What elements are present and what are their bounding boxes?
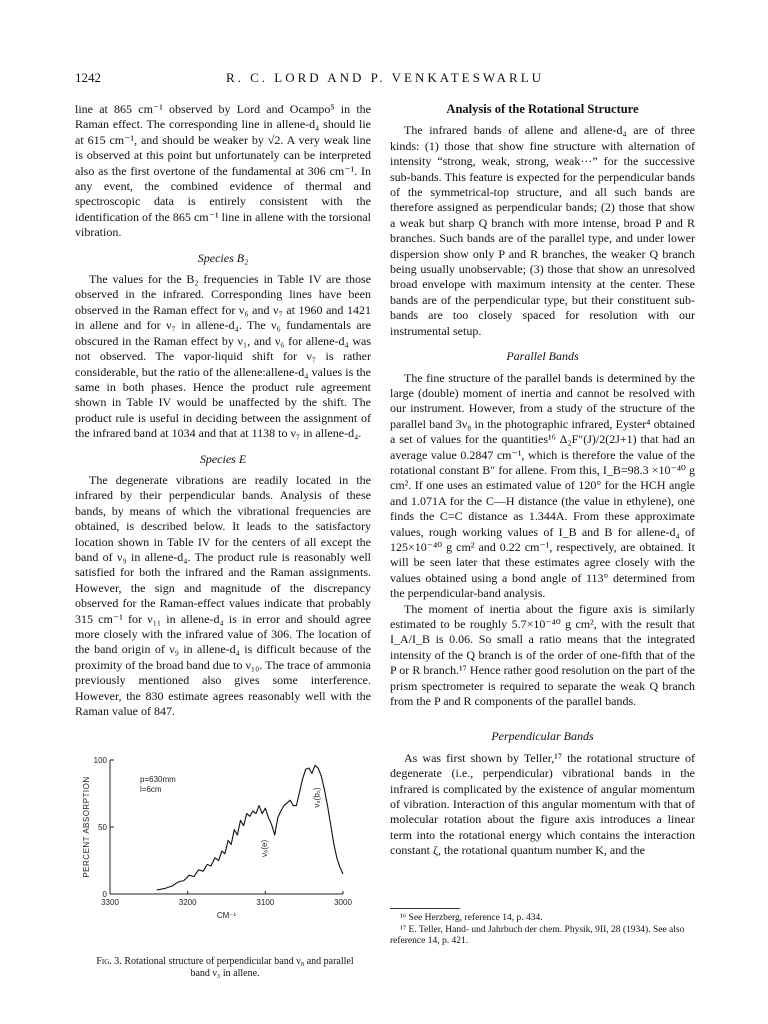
y-tick-label: 100 [93,756,107,765]
condition-label: l=6cm [140,785,162,794]
figure-caption [95,956,355,980]
paragraph: The moment of inertia about the figure axis is similarly estimated to be roughly 5.7×10⁻⁴⁰ g cm², with the result that I_A/I_B is 0.06. So small a ratio means that the integrated intensity of the Q branch is of the order of one-fifth that of the P or R branch.¹⁷ Hence rather good resolution on the part of the prism spectrometer is required to separate the weak Q branch from the P and R components of the parallel bands. [390,601,695,709]
x-tick-label: 3100 [256,898,275,907]
paragraph: As was first shown by Teller,¹⁷ the rotational structure of degenerate (i.e., perpendicular) vibrational bands in the infrared is complicated by the existence of angular momentum of vibration. Interaction of this angular momentum with that of molecular rotation about the figure axis introduces a linear term into the rotational energy which contains the interaction constant ζ, the rotational quantum number K, and the [390,750,695,858]
section-heading-parallel-bands: Parallel Bands [506,349,579,364]
figure-3 [75,752,371,952]
y-tick-label: 50 [98,823,107,832]
page-number: 1242 [75,70,101,85]
condition-label: p=630mm [140,775,176,784]
x-axis-label: CM⁻¹ [216,911,237,920]
band-label-nu3: ν₃(b₂) [312,787,322,808]
section-heading-perpendicular-bands: Perpendicular Bands [491,729,594,744]
right-column [390,102,695,859]
x-tick-label: 3200 [178,898,197,907]
paragraph: The fine structure of the parallel bands is determined by the large (double) moment of inertia and cannot be resolved with our instrument. However, from a study of the structure of the parallel band 3ν₈ in the photographic infrared, Eyster⁴ obtained a set of values for the quantities¹⁶ Δ₂F″(J)/2(2J+1) that had an average value 0.2847 cm⁻¹, which is therefore the value of the rotational constant B″ for allene. From this, I_B=98.3 ×10⁻⁴⁰ g cm². If one uses an estimated value of 120° for the HCH angle and 1.071A for the C—H distance (the value in ethylene), one finds the C=C distance as 1.344A. From these approximate values, rough working values of I_B and B for allene-d₄ of 125×10⁻⁴⁰ g cm² and 0.22 cm⁻¹, respectively, are obtained. It will be seen later that these estimates agree closely with the values obtained using a bond angle of 113° determined from the perpendicular-band analysis. [390,370,695,601]
footnote-rule [390,908,460,909]
paragraph: The infrared bands of allene and allene-d₄ are of three kinds: (1) those that show fine structure with alternation of intensity “strong, weak, strong, weak···” for the successive sub-bands. This feature is expected for the perpendicular bands of the symmetrical-top structure, and all such bands are therefore assigned as perpendicular bands; (2) those that show a weak but sharp Q branch with more intense, broad P and R branches. Such bands are of the parallel type, and under lower dispersion show only P and R branches, the weaker Q branch being usually unobservable; (3) those that show an unresolved broad envelope with maximum intensity at the center. These bands are of the perpendicular type, but their constituent sub-bands are too closely spaced for resolution with our instrumental setup. [390,123,695,338]
figure-label: Fig. 3. [96,956,122,967]
x-tick-label: 3000 [334,898,352,907]
y-tick-label: 0 [102,890,107,899]
spectrum-chart [75,752,371,952]
spectrum-trace [157,765,343,890]
figure-caption-text: Rotational structure of perpendicular band ν₈ and parallel band ν₃ in allene. [124,956,354,979]
section-heading-species-b2: Species B₂ [197,250,249,265]
footnotes [390,913,695,948]
band-label-nu8: ν₈(e) [259,839,269,857]
footnote-17: ¹⁷ E. Teller, Hand- und Jahrbuch der chem. Physik, 9II, 28 (1934). See also reference 14, p. 421. [390,924,685,946]
y-axis-label: PERCENT ABSORPTION [82,776,91,878]
paragraph: line at 865 cm⁻¹ observed by Lord and Ocampo⁵ in the Raman effect. The corresponding line in allene-d₄ should lie at 615 cm⁻¹, and should be weaker by √2. A very weak line is observed at this point but unfortunately can be interpreted also as the first overtone of the fundamental at 306 cm⁻¹. In any event, the combined evidence of thermal and spectroscopic data is entirely consistent with the identification of the 865 cm⁻¹ line in allene with the torsional vibration. [75,102,371,240]
section-heading-species-e: Species E [199,451,247,466]
section-heading-rotational-structure: Analysis of the Rotational Structure [446,102,639,116]
page-header [75,70,695,88]
paragraph: The degenerate vibrations are readily located in the infrared by their perpendicular bands. Analysis of these bands, by means of which the vibrational frequencies are obtained, is described below. It leads to the satisfactory location shown in Table IV for the centers of all except the band of ν₉ in allene-d₄. The product rule is reasonably well satisfied for both the infrared and the Raman assignments. However, the sign and magnitude of the discrepancy observed for the Raman-effect values indicate that probably 315 cm⁻¹ for ν₁₁ in allene-d₄ is in error and should agree more closely with the infrared value of 306. The location of the band origin of ν₉ in allene-d₄ is difficult because of the proximity of the broad band due to ν₁₀. The trace of ammonia previously mentioned also gives some interference. However, the 830 estimate agrees reasonably well with the Raman value of 847. [75,472,371,719]
running-head: R. C. LORD AND P. VENKATESWARLU [225,70,545,85]
left-column [75,102,371,719]
footnote-16: ¹⁶ See Herzberg, reference 14, p. 434. [400,913,543,923]
x-tick-label: 3300 [101,898,119,907]
paragraph: The values for the B₂ frequencies in Table IV are those observed in the infrared. Corresponding lines have been observed in the Raman effect for ν₆ and ν₇ at 1960 and 1421 in allene and for ν₇ in allene-d₄. The ν₆ fundamentals are obscured in the Raman effect by ν₁, and ν₆ for allene-d₄ was not observed. The vapor-liquid shift for ν₇ is rather considerable, but the ratio of the allene:allene-d₄ values is the same in both phases. Hence the product rule agreement shown in Table IV would be unaffected by the shift. The product rule is useful in deciding between the assignment of the infrared band at 1034 and that at 1138 to ν₇ in allene-d₄. [75,272,371,441]
